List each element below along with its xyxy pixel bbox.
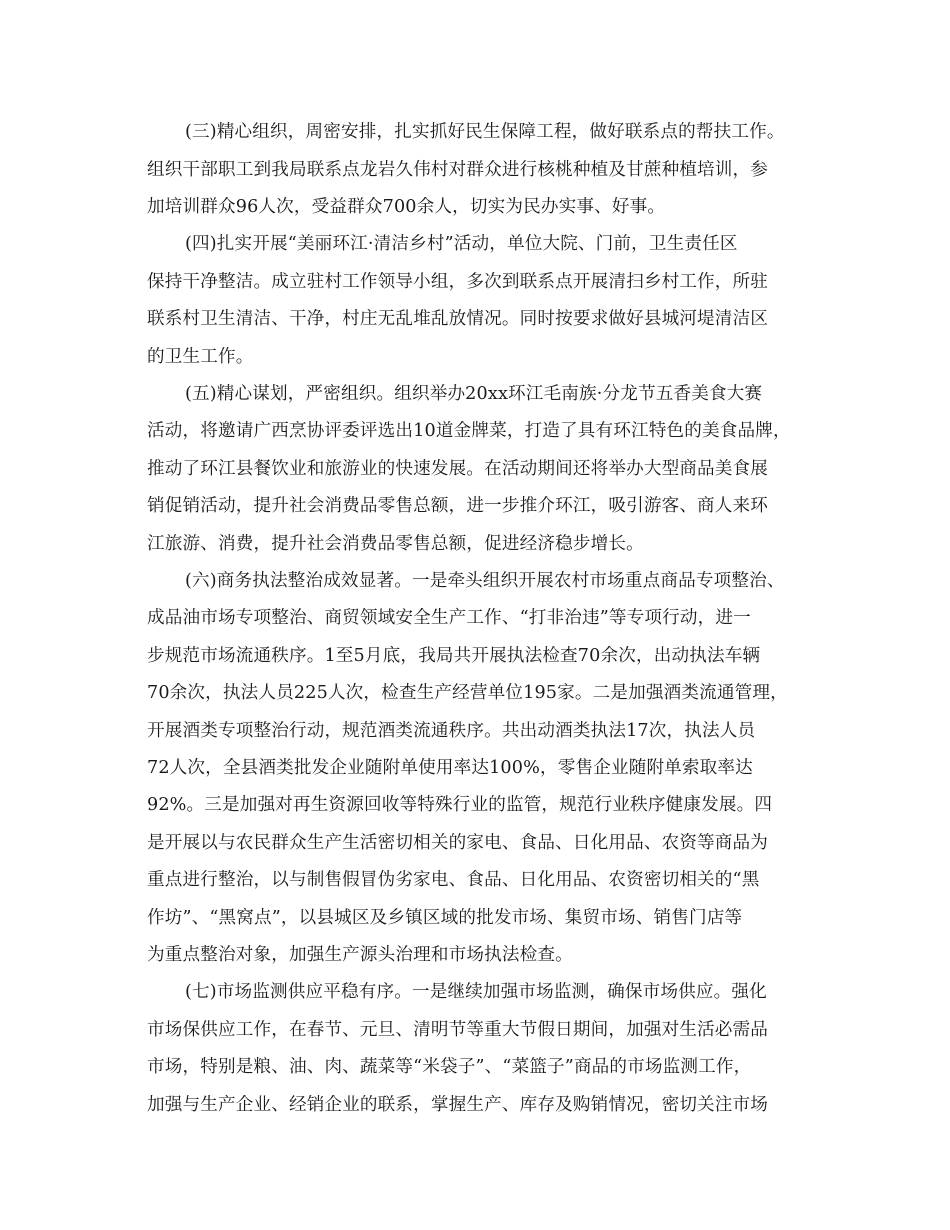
paragraph-7-line-3: 市场，特别是粮、油、肉、蔬菜等“米袋子”、“菜篮子”商品的市场监测工作， <box>147 1057 752 1077</box>
paragraph-7-line-1: (七)市场监测供应平稳有序。一是继续加强市场监测，确保市场供应。强化 <box>185 982 767 1002</box>
paragraph-6-line-5: 开展酒类专项整治行动，规范酒类流通秩序。共出动酒类执法17次，执法人员 <box>147 721 756 741</box>
paragraph-5-line-5: 江旅游、消费，提升社会消费品零售总额，促进经济稳步增长。 <box>147 534 644 554</box>
paragraph-3-line-2: 组织干部职工到我局联系点龙岩久伟村对群众进行核桃种植及甘蔗种植培训，参 <box>147 160 769 180</box>
paragraph-5-line-1: (五)精心谋划，严密组织。组织举办20xx环江毛南族·分龙节五香美食大赛 <box>185 384 763 404</box>
paragraph-6-line-3: 步规范市场流通秩序。1至5月底，我局共开展执法检查70余次，出动执法车辆 <box>147 646 761 666</box>
paragraph-6-line-6: 72人次，全县酒类批发企业随附单使用率达100%，零售企业随附单索取率达 <box>147 758 753 778</box>
paragraph-6-line-8: 是开展以与农民群众生产生活密切相关的家电、食品、日化用品、农资等商品为 <box>147 833 769 853</box>
paragraph-6-line-2: 成品油市场专项整治、商贸领域安全生产工作、“打非治违”等专项行动，进一 <box>147 608 751 628</box>
paragraph-6-line-11: 为重点整治对象，加强生产源头治理和市场执法检查。 <box>147 945 573 965</box>
paragraph-6-line-7: 92%。三是加强对再生资源回收等特殊行业的监管，规范行业秩序健康发展。四 <box>147 795 773 815</box>
paragraph-5-line-2: 活动，将邀请广西烹协评委评选出10道金牌菜，打造了具有环江特色的美食品牌， <box>147 421 791 441</box>
paragraph-4-line-4: 的卫生工作。 <box>147 347 254 367</box>
paragraph-5-line-3: 推动了环江县餐饮业和旅游业的快速发展。在活动期间还将举办大型商品美食展 <box>147 459 769 479</box>
paragraph-3-line-1: (三)精心组织，周密安排，扎实抓好民生保障工程，做好联系点的帮扶工作。 <box>185 122 785 142</box>
paragraph-5-line-4: 销促销活动，提升社会消费品零售总额，进一步推介环江，吸引游客、商人来环 <box>147 496 769 516</box>
paragraph-6-line-1: (六)商务执法整治成效显著。一是牵头组织开展农村市场重点商品专项整治、 <box>185 571 785 591</box>
paragraph-6-line-10: 作坊”、“黑窝点”，以县城区及乡镇区域的批发市场、集贸市场、销售门店等 <box>147 908 743 928</box>
paragraph-7-line-4: 加强与生产企业、经销企业的联系，掌握生产、库存及购销情况，密切关注市场 <box>147 1095 769 1115</box>
paragraph-3-line-3: 加培训群众96人次，受益群众700余人，切实为民办实事、好事。 <box>147 197 666 217</box>
paragraph-6-line-4: 70余次，执法人员225人次，检查生产经营单位195家。二是加强酒类流通管理， <box>147 683 788 703</box>
paragraph-4-line-2: 保持干净整洁。成立驻村工作领导小组，多次到联系点开展清扫乡村工作，所驻 <box>147 272 769 292</box>
paragraph-6-line-9: 重点进行整治，以与制售假冒伪劣家电、食品、日化用品、农资密切相关的“黑 <box>147 870 760 890</box>
paragraph-4-line-3: 联系村卫生清洁、干净，村庄无乱堆乱放情况。同时按要求做好县城河堤清洁区 <box>147 309 769 329</box>
paragraph-4-line-1: (四)扎实开展“美丽环江·清洁乡村”活动，单位大院、门前，卫生责任区 <box>185 234 738 254</box>
paragraph-7-line-2: 市场保供应工作，在春节、元旦、清明节等重大节假日期间，加强对生活必需品 <box>147 1020 769 1040</box>
